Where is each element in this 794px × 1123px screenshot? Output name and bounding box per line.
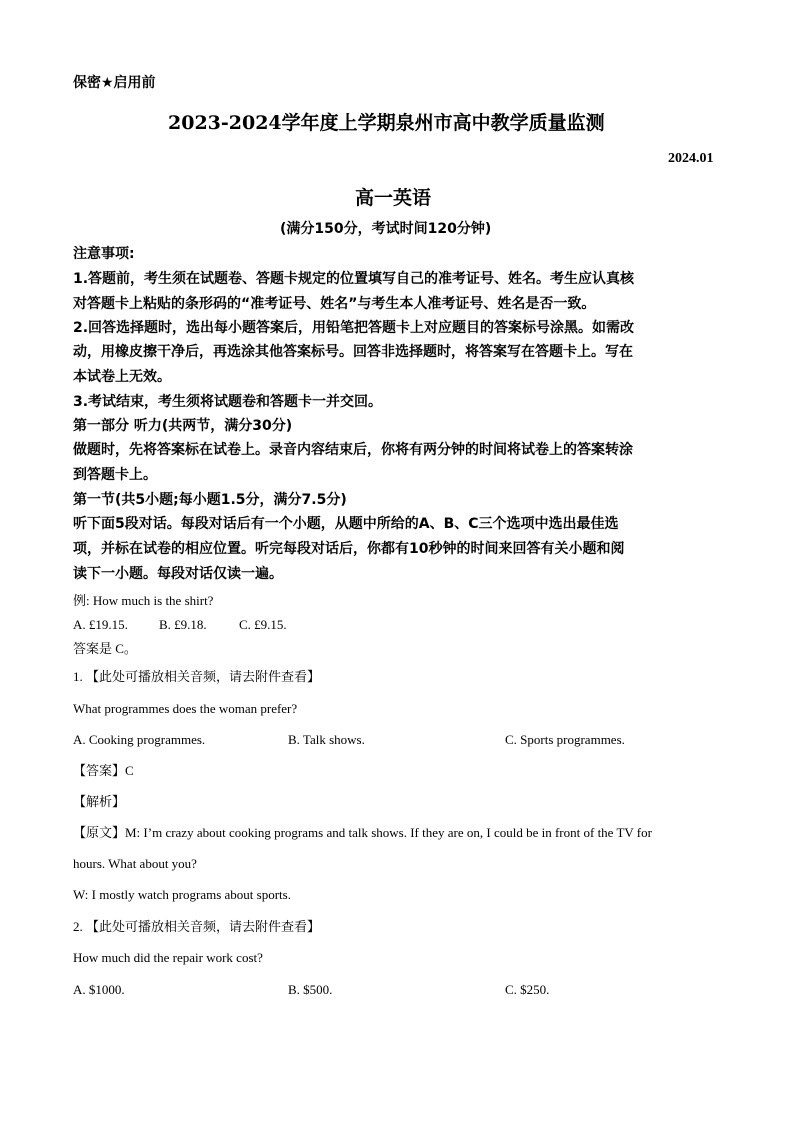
exam-date: 2024.01	[668, 151, 714, 166]
notes-line: 对答题卡上粘贴的条形码的“准考证号、姓名”与考生本人准考证号、姓名是否一致。	[73, 296, 596, 312]
notes-line: 动，用橡皮擦干净后，再选涂其他答案标号。回答非选择题时，将答案写在答题卡上。写在	[73, 344, 633, 360]
q1-option-c: C. Sports programmes.	[505, 732, 625, 747]
q1-number-audio[interactable]: 1. 【此处可播放相关音频，请去附件查看】	[73, 669, 321, 684]
q2-option-a: A. $1000.	[73, 982, 125, 997]
part1-instruction: 到答题卡上。	[73, 467, 157, 483]
subject-title: 高一英语	[355, 187, 432, 209]
part1-heading: 第一部分 听力(共两节，满分30分)	[73, 418, 293, 434]
q1-question: What programmes does the woman prefer?	[73, 701, 298, 716]
notes-line: 1.答题前，考生须在试题卷、答题卡规定的位置填写自己的准考证号、姓名。考生应认真核	[73, 271, 635, 287]
q2-option-b: B. $500.	[288, 982, 333, 997]
q1-transcript-line: hours. What about you?	[73, 856, 197, 871]
score-time: (满分150分，考试时间120分钟)	[280, 221, 492, 237]
example-option-a: A. £19.15.	[73, 617, 128, 632]
section-heading: 第一节(共5小题;每小题1.5分，满分7.5分)	[73, 492, 347, 508]
part1-instruction: 做题时，先将答案标在试卷上。录音内容结束后，你将有两分钟的时间将试卷上的答案转涂	[73, 442, 633, 458]
confidential-label: 保密★启用前	[73, 75, 156, 91]
q1-option-b: B. Talk shows.	[288, 732, 365, 747]
notes-line: 本试卷上无效。	[73, 369, 171, 385]
example-answer: 答案是 C。	[73, 641, 137, 656]
q1-answer: 【答案】C	[73, 763, 134, 778]
q2-number-audio[interactable]: 2. 【此处可播放相关音频，请去附件查看】	[73, 919, 321, 934]
section-instruction: 读下一小题。每段对话仅读一遍。	[73, 566, 283, 582]
q2-option-c: C. $250.	[505, 982, 550, 997]
example-question: 例: How much is the shirt?	[73, 593, 214, 608]
q1-analysis-tag: 【解析】	[73, 794, 126, 809]
q1-transcript-line: 【原文】M: I’m crazy about cooking programs and talk shows. If they are on, I could be in front of the TV for	[73, 825, 652, 840]
notes-heading: 注意事项:	[73, 246, 135, 262]
notes-line: 3.考试结束，考生须将试题卷和答题卡一并交回。	[73, 394, 383, 410]
q1-transcript-line: W: I mostly watch programs about sports.	[73, 887, 291, 902]
example-option-b: B. £9.18.	[159, 617, 207, 632]
section-instruction: 项，并标在试卷的相应位置。听完每段对话后，你都有10秒钟的时间来回答有关小题和阅	[73, 541, 625, 557]
section-instruction: 听下面5段对话。每段对话后有一个小题，从题中所给的A、B、C三个选项中选出最佳选	[73, 516, 619, 532]
notes-line: 2.回答选择题时，选出每小题答案后，用铅笔把答题卡上对应题目的答案标号涂黑。如需改	[73, 320, 635, 336]
q2-question: How much did the repair work cost?	[73, 950, 263, 965]
example-option-c: C. £9.15.	[239, 617, 287, 632]
exam-title: 2023-2024学年度上学期泉州市高中教学质量监测	[168, 112, 605, 134]
q1-option-a: A. Cooking programmes.	[73, 732, 206, 747]
